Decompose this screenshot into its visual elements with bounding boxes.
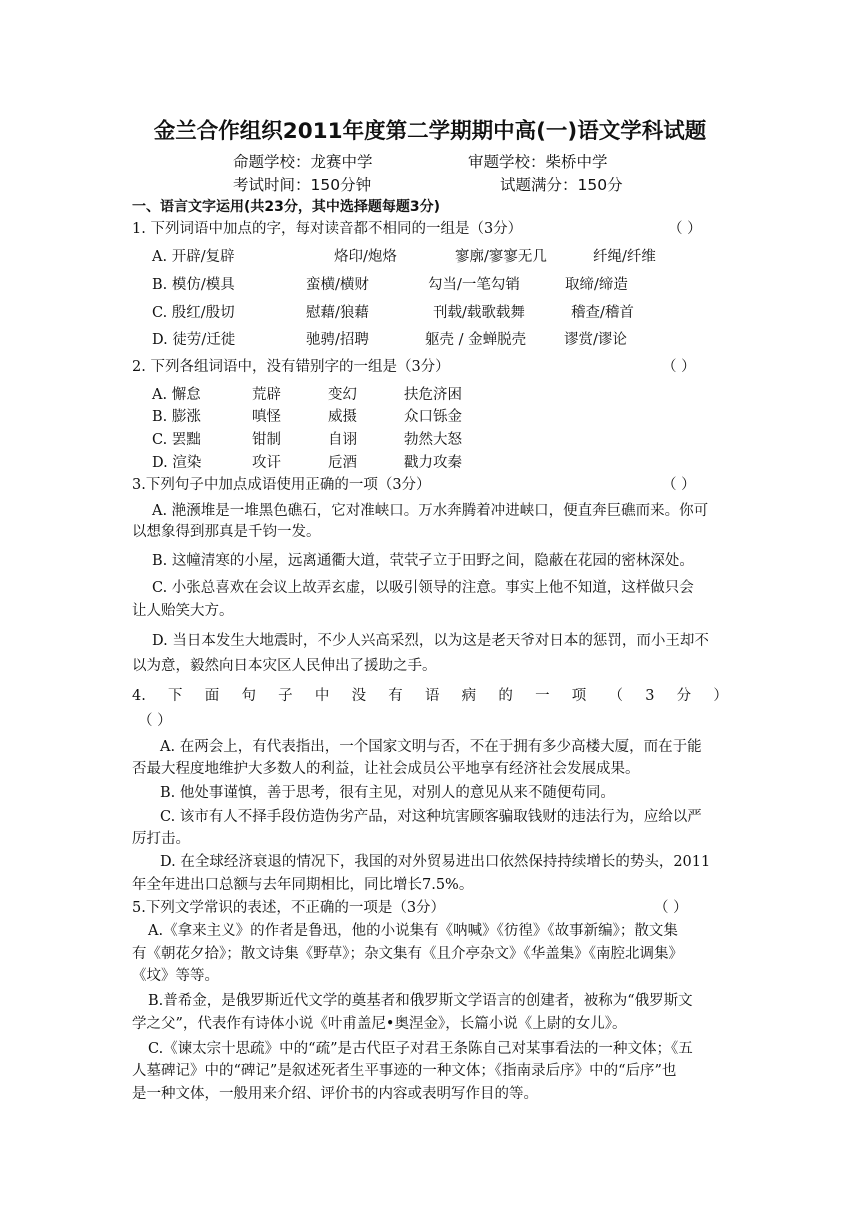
q1-option-d-4: 谬赏/谬论 <box>564 332 627 348</box>
q1-option-b-2: 蛮横/横财 <box>306 277 369 293</box>
q4-stem-char: 项 <box>571 688 587 704</box>
q4-stem-char: ） <box>713 688 728 704</box>
q1-option-a-1: A. 开辟/复辟 <box>152 249 235 265</box>
q4-stem-char: （ <box>608 688 623 704</box>
q3-line-7: 以为意，毅然向日本灾区人民伸出了援助之手。 <box>132 658 437 674</box>
q4-line-4: C. 该市有人不择手段仿造伪劣产品，对这种坑害顾客骗取钱财的违法行为，应给以严 <box>160 809 702 825</box>
q4-stem-char: 3 <box>645 688 655 704</box>
q5-line-4: B.普希金，是俄罗斯近代文学的奠基者和俄罗斯文学语言的创建者，被称为“俄罗斯文 <box>148 993 693 1009</box>
q1-option-d-2: 驰骋/招聘 <box>306 332 369 348</box>
q2-option-b-3: 威摄 <box>328 409 357 425</box>
q4-stem <box>132 687 728 705</box>
q1-option-c-3: 刊载/载歌载舞 <box>433 305 525 321</box>
q2-option-a-2: 荒辟 <box>252 387 281 403</box>
q1-option-a-2: 烙印/炮烙 <box>334 249 397 265</box>
q2-option-d-4: 戳力攻秦 <box>404 455 462 471</box>
q4-line-3: B. 他处事谨慎，善于思考，很有主见，对别人的意见从来不随便苟同。 <box>160 785 615 801</box>
q1-stem: 1. 下列词语中加点的字，每对读音都不相同的一组是（3分） <box>132 221 523 237</box>
q4-stem-char: 4. <box>132 688 146 704</box>
q2-option-a-1: A. 懈怠 <box>152 387 201 403</box>
q1-option-b-1: B. 模仿/模具 <box>152 277 235 293</box>
q4-stem-char: 分 <box>676 688 692 704</box>
q3-line-6: D. 当日本发生大地震时，不少人兴高采烈，以为这是老天爷对日本的惩罚，而小王却不 <box>152 633 709 649</box>
q4-stem-char: 的 <box>498 688 513 704</box>
q1-option-c-1: C. 殷红/殷切 <box>152 305 235 321</box>
q1-option-d-1: D. 徒劳/迁徙 <box>152 332 236 348</box>
full-score: 试题满分：150分 <box>500 176 623 194</box>
q2-option-a-3: 变幻 <box>328 387 357 403</box>
q2-option-b-2: 嗔怪 <box>252 409 281 425</box>
q4-stem-char: 中 <box>314 688 330 704</box>
q5-line-6: C.《谏太宗十思疏》中的“疏”是古代臣子对君王条陈自己对某事看法的一种文体；《五 <box>148 1041 693 1057</box>
q2-option-a-4: 扶危济困 <box>404 387 462 403</box>
q5-stem: 5.下列文学常识的表述，不正确的一项是（3分） <box>132 900 446 916</box>
q5-line-3: 《坟》等等。 <box>132 968 219 984</box>
q3-line-1: A. 滟滪堆是一堆黑色礁石，它对准峡口。万水奔腾着冲进峡口，便直奔巨礁而来。你可 <box>152 503 709 519</box>
q5-answer-paren: （ ） <box>654 900 688 916</box>
q4-line-5: 厉打击。 <box>132 831 190 847</box>
q3-line-3: B. 这幢清寒的小屋，远离通衢大道，茕茕孑立于田野之间，隐蔽在花园的密林深处。 <box>152 553 694 569</box>
q4-stem-char: 下 <box>168 688 183 704</box>
q4-stem-char: 面 <box>204 688 220 704</box>
q1-option-d-3: 躯壳 / 金蝉脱壳 <box>425 332 527 348</box>
section-heading: 一、语言文字运用(共23分，其中选择题每题3分) <box>132 199 441 215</box>
q4-stem-char: 有 <box>388 688 403 704</box>
q2-option-c-2: 钳制 <box>252 432 281 448</box>
q5-line-2: 有《朝花夕拾》；散文诗集《野草》；杂文集有《且介亭杂文》《华盖集》《南腔北调集》 <box>132 946 683 962</box>
q4-answer-paren: （ ） <box>138 713 172 729</box>
q2-option-b-4: 众口铄金 <box>404 409 462 425</box>
q3-line-5: 让人贻笑大方。 <box>132 603 234 619</box>
q4-line-1: A. 在两会上，有代表指出，一个国家文明与否，不在于拥有多少高楼大厦，而在于能 <box>160 739 702 755</box>
q4-line-6: D. 在全球经济衰退的情况下，我国的对外贸易进出口依然保持持续增长的势头，2011 <box>160 854 711 870</box>
q1-option-c-2: 慰藉/狼藉 <box>306 305 369 321</box>
q5-line-1: A.《拿来主义》的作者是鲁迅，他的小说集有《呐喊》《彷徨》《故事新编》；散文集 <box>148 923 678 939</box>
q4-stem-char: 一 <box>535 688 550 704</box>
q1-option-c-4: 稽查/稽首 <box>571 305 634 321</box>
q1-option-a-3: 寥廓/寥寥无几 <box>455 249 547 265</box>
proposer-school: 命题学校：龙赛中学 <box>233 153 373 171</box>
q2-option-c-1: C. 罢黜 <box>152 432 201 448</box>
q1-option-a-4: 纤绳/纤维 <box>593 249 656 265</box>
q5-line-8: 是一种文体，一般用来介绍、评价书的内容或表明写作目的等。 <box>132 1086 538 1102</box>
exam-time: 考试时间：150分钟 <box>233 176 372 194</box>
q4-stem-char: 子 <box>278 688 293 704</box>
q2-stem: 2. 下列各组词语中，没有错别字的一组是（3分） <box>132 359 450 375</box>
q1-option-b-4: 取缔/缔造 <box>565 277 628 293</box>
q3-answer-paren: （ ） <box>662 477 696 493</box>
q3-stem: 3.下列句子中加点成语使用正确的一项（3分） <box>132 477 431 493</box>
q4-stem-char: 句 <box>241 688 256 704</box>
q2-option-d-2: 攻讦 <box>252 455 281 471</box>
q1-option-b-3: 勾当/一笔勾销 <box>428 277 520 293</box>
q1-answer-paren: （ ） <box>668 221 702 237</box>
q2-answer-paren: （ ） <box>662 359 696 375</box>
q5-line-7: 人墓碑记》中的“碑记”是叙述死者生平事迹的一种文体；《指南录后序》中的“后序”也 <box>132 1063 677 1079</box>
q4-line-7: 年全年进出口总额与去年同期相比，同比增长7.5%。 <box>132 877 474 893</box>
q3-line-4: C. 小张总喜欢在会议上故弄玄虚，以吸引领导的注意。事实上他不知道，这样做只会 <box>152 580 694 596</box>
reviewer-school: 审题学校：柴桥中学 <box>468 153 608 171</box>
q5-line-5: 学之父”，代表作有诗体小说《叶甫盖尼•奥涅金》，长篇小说《上尉的女儿》。 <box>132 1016 627 1032</box>
q2-option-b-1: B. 膨涨 <box>152 409 201 425</box>
q2-option-c-4: 勃然大怒 <box>404 432 462 448</box>
q2-option-d-1: D. 渲染 <box>152 455 202 471</box>
q4-stem-char: 病 <box>461 688 477 704</box>
q4-line-2: 否最大程度地维护大多数人的利益，让社会成员公平地享有经济社会发展成果。 <box>132 761 640 777</box>
q4-stem-char: 没 <box>351 688 367 704</box>
q3-line-2: 以想象得到那真是千钧一发。 <box>132 524 321 540</box>
exam-title: 金兰合作组织2011年度第二学期期中高(一)语文学科试题 <box>153 119 707 144</box>
q2-option-d-3: 卮酒 <box>328 455 357 471</box>
q4-stem-char: 语 <box>424 688 440 704</box>
q2-option-c-3: 自诩 <box>328 432 357 448</box>
